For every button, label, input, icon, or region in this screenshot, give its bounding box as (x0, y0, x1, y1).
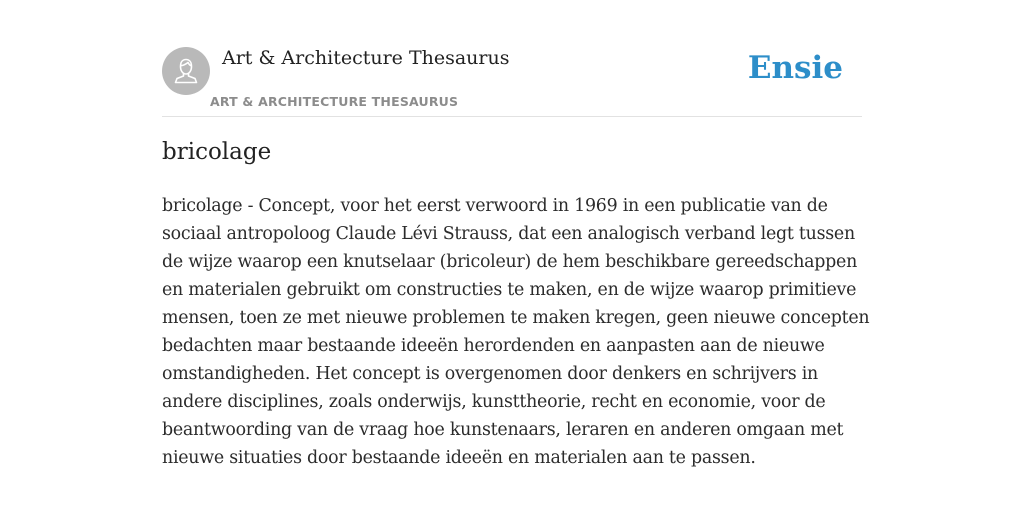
source-title[interactable]: Art & Architecture Thesaurus (222, 47, 510, 69)
ensie-logo-link[interactable]: Ensie (747, 50, 843, 86)
term-heading: bricolage (162, 139, 272, 165)
source-header (162, 46, 862, 117)
source-subtitle[interactable]: ART & ARCHITECTURE THESAURUS (210, 94, 459, 109)
avatar[interactable] (162, 47, 210, 95)
definition-text: bricolage - Concept, voor het eerst verwoord in 1969 in een publicatie van de sociaal antropoloog Claude Lévi Strauss, dat een analogisch verband legt tussen de wijze waarop een knutselaar (bricoleur) de hem beschikbare gereedschappen en materialen gebruikt om constructies te maken, en de wijze waarop primitieve mensen, toen ze met nieuwe problemen te maken kregen, geen nieuwe concepten bedachten maar bestaande ideeën herordenden en aanpasten aan de nieuwe omstandigheden. Het concept is overgenomen door denkers en schrijvers in andere disciplines, zoals onderwijs, kunsttheorie, recht en economie, voor de beantwoording van de vraag hoe kunstenaars, leraren en anderen omgaan met nieuwe situaties door bestaande ideeën en materialen aan te passen. (162, 196, 870, 468)
user-silhouette-icon (162, 47, 210, 95)
